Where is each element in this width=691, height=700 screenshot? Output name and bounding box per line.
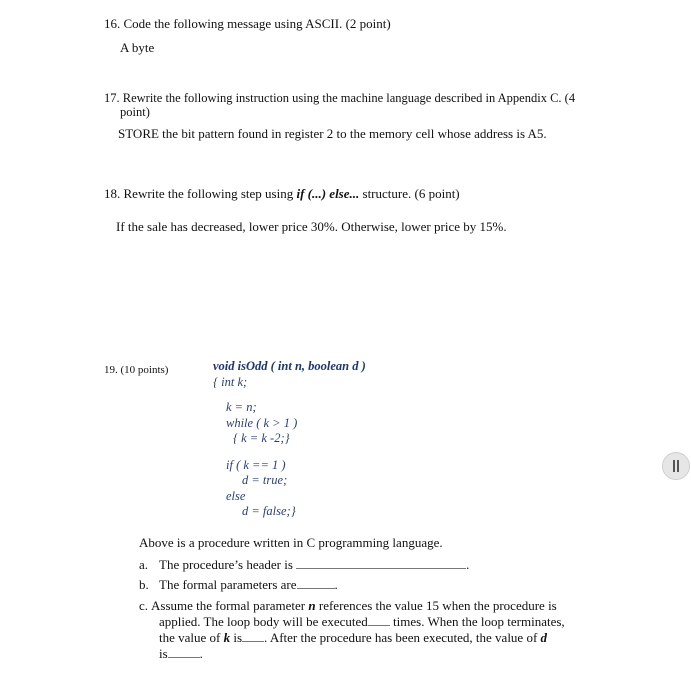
code-line-6: d = true; [242,473,288,487]
code-line-8: d = false;} [242,504,296,518]
q19-part-b-end: . [334,577,338,592]
code-header: void isOdd ( int n, boolean d ) [213,359,366,373]
q17-title-line2: point) [120,105,150,119]
q18-title-prefix: 18. Rewrite the following step using [104,186,297,201]
q19-c-var-n: n [308,598,316,613]
q19-label: 19. (10 points) [104,364,169,376]
q19-c-text-4b: . [199,646,203,661]
q19-part-c-marker: c. [139,598,149,613]
q19-c-text-1b: references the value 15 when the procedure is [315,598,557,613]
answer-blank-loop-count[interactable] [368,614,390,626]
code-line-3: while ( k > 1 ) [226,416,298,430]
q19-part-a-text: The procedure’s header is [159,557,293,572]
q19-c-text-3c: . After the procedure has been executed, the value of [264,630,541,645]
code-line-4: { k = k -2;} [233,431,290,445]
q19-c-text-2b: times. When the loop terminates, [389,614,565,629]
q19-part-c-line-3 [159,630,547,646]
q18-title [104,186,460,202]
q19-part-a-marker: a. [139,557,149,572]
q19-part-c-line-1 [151,598,557,614]
q19-part-c-line-4 [159,646,203,662]
q18-title-suffix: structure. (6 point) [359,186,460,201]
q19-intro: Above is a procedure written in C programming language. [139,535,443,550]
q19-part-c-line-2 [159,614,565,630]
q19-c-var-d: d [540,630,548,645]
q19-part-b-marker: b. [139,577,149,592]
handle-bar-icon [673,460,675,472]
answer-blank-b[interactable] [297,577,335,589]
code-line-5: if ( k == 1 ) [226,458,286,472]
answer-blank-k-value[interactable] [242,630,264,642]
code-line-2: k = n; [226,400,257,414]
answer-blank-a[interactable] [296,557,466,569]
q19-c-text-1a: Assume the formal parameter [151,598,309,613]
q19-part-a [159,557,469,573]
scroll-handle[interactable] [662,452,690,480]
q16-message: A byte [120,40,155,55]
code-line-1: { int k; [213,375,248,389]
q17-title-line1: 17. Rewrite the following instruction using the machine language described in Appendix C. (4 [104,91,576,105]
q18-title-keyword: if (...) else... [296,186,360,201]
q19-part-b [159,577,338,593]
q19-c-text-4a: is [159,646,168,661]
q19-c-text-2a: applied. The loop body will be executed [159,614,368,629]
q19-c-text-3b: is [230,630,243,645]
q19-part-a-end: . [466,557,470,572]
q18-step: If the sale has decreased, lower price 30%. Otherwise, lower price by 15%. [116,219,507,234]
q19-c-text-3a: the value of [159,630,224,645]
code-line-7: else [226,489,246,503]
q19-part-b-text: The formal parameters are [159,577,297,592]
q17-instruction: STORE the bit pattern found in register 2 to the memory cell whose address is A5. [118,126,547,141]
answer-blank-d-value[interactable] [168,646,200,658]
q16-title: 16. Code the following message using ASCII. (2 point) [104,16,391,31]
q19-c-var-k: k [223,630,231,645]
handle-bar-icon [677,460,679,472]
